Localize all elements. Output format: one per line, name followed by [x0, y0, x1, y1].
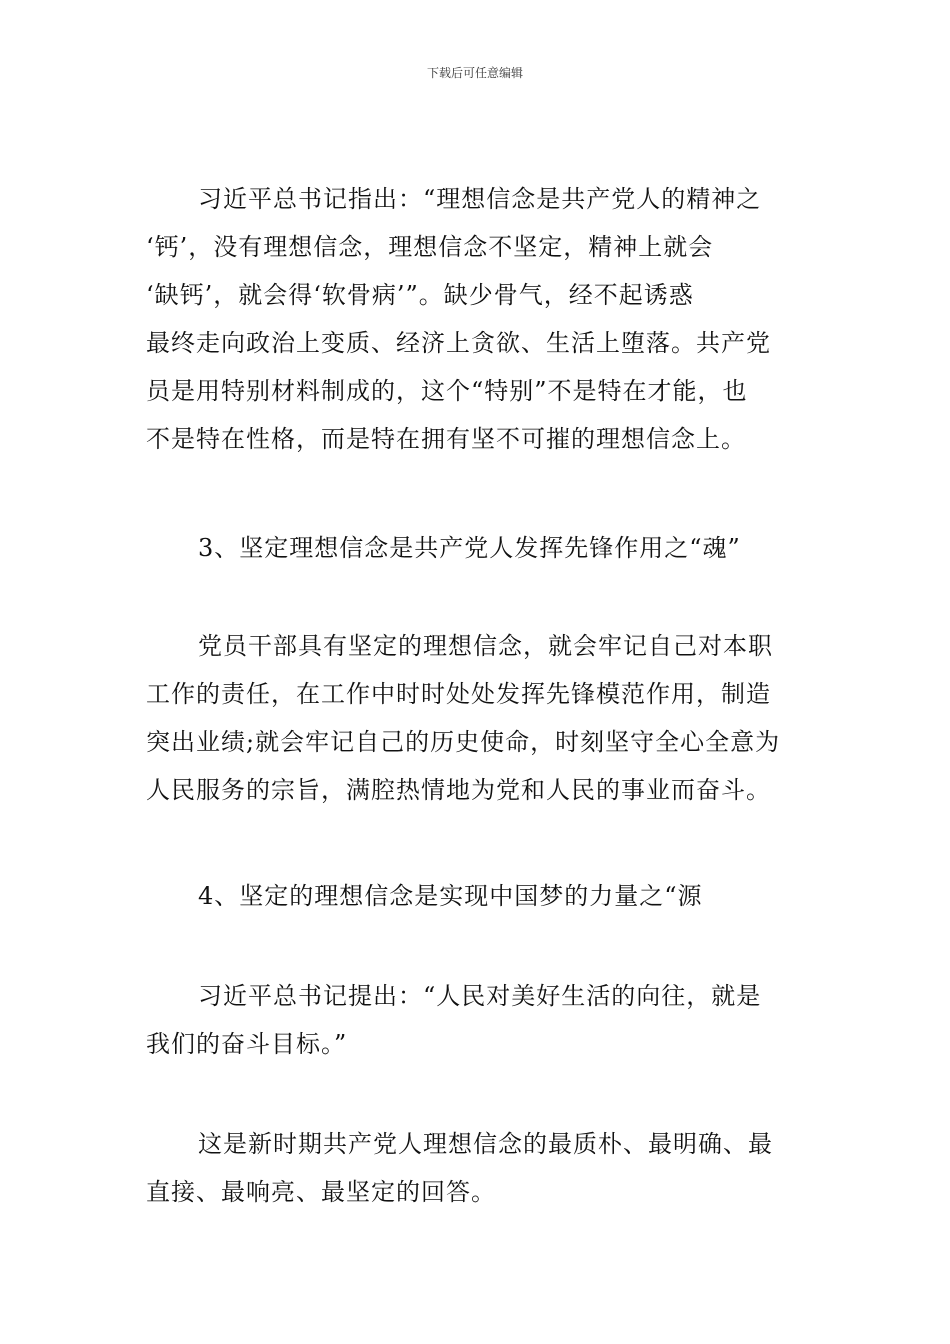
paragraph-1	[146, 175, 808, 463]
paragraph-line: 习近平总书记提出：“人民对美好生活的向往，就是	[198, 982, 762, 1010]
paragraph-line: 习近平总书记指出：“理想信念是共产党人的精神之	[198, 185, 762, 213]
paragraph-3	[146, 972, 808, 1068]
paragraph-line: 员是用特别材料制成的，这个“特别”不是特在才能，也	[146, 377, 748, 405]
paragraph-line: 我们的奋斗目标。”	[146, 1030, 348, 1058]
paragraph-line: 不是特在性格，而是特在拥有坚不可摧的理想信念上。	[146, 425, 746, 453]
paragraph-line: 人民服务的宗旨，满腔热情地为党和人民的事业而奋斗。	[146, 776, 771, 804]
paragraph-line: 工作的责任，在工作中时时处处发挥先锋模范作用，制造	[146, 680, 771, 708]
paragraph-line: 直接、最响亮、最坚定的回答。	[146, 1178, 496, 1206]
paragraph-line: 突出业绩;就会牢记自己的历史使命，时刻坚守全心全意为	[146, 728, 781, 756]
page-header: 下载后可任意编辑	[426, 66, 523, 80]
paragraph-line: 最终走向政治上变质、经济上贪欲、生活上堕落。共产党	[146, 329, 771, 357]
paragraph-4	[146, 1120, 808, 1216]
section-heading-3	[146, 524, 808, 572]
paragraph-line: 党员干部具有坚定的理想信念，就会牢记自己对本职	[198, 632, 773, 660]
paragraph-2	[146, 622, 808, 814]
paragraph-line: ‘缺钙’，就会得‘软骨病’”。缺少骨气，经不起诱惑	[146, 281, 694, 309]
heading-line: 3、坚定理想信念是共产党人发挥先锋作用之“魂”	[198, 534, 741, 562]
paragraph-line: 这是新时期共产党人理想信念的最质朴、最明确、最	[198, 1130, 773, 1158]
section-heading-4	[146, 872, 808, 920]
heading-line: 4、坚定的理想信念是实现中国梦的力量之“源	[198, 882, 703, 910]
paragraph-line: ‘钙’，没有理想信念，理想信念不坚定，精神上就会	[146, 233, 714, 261]
